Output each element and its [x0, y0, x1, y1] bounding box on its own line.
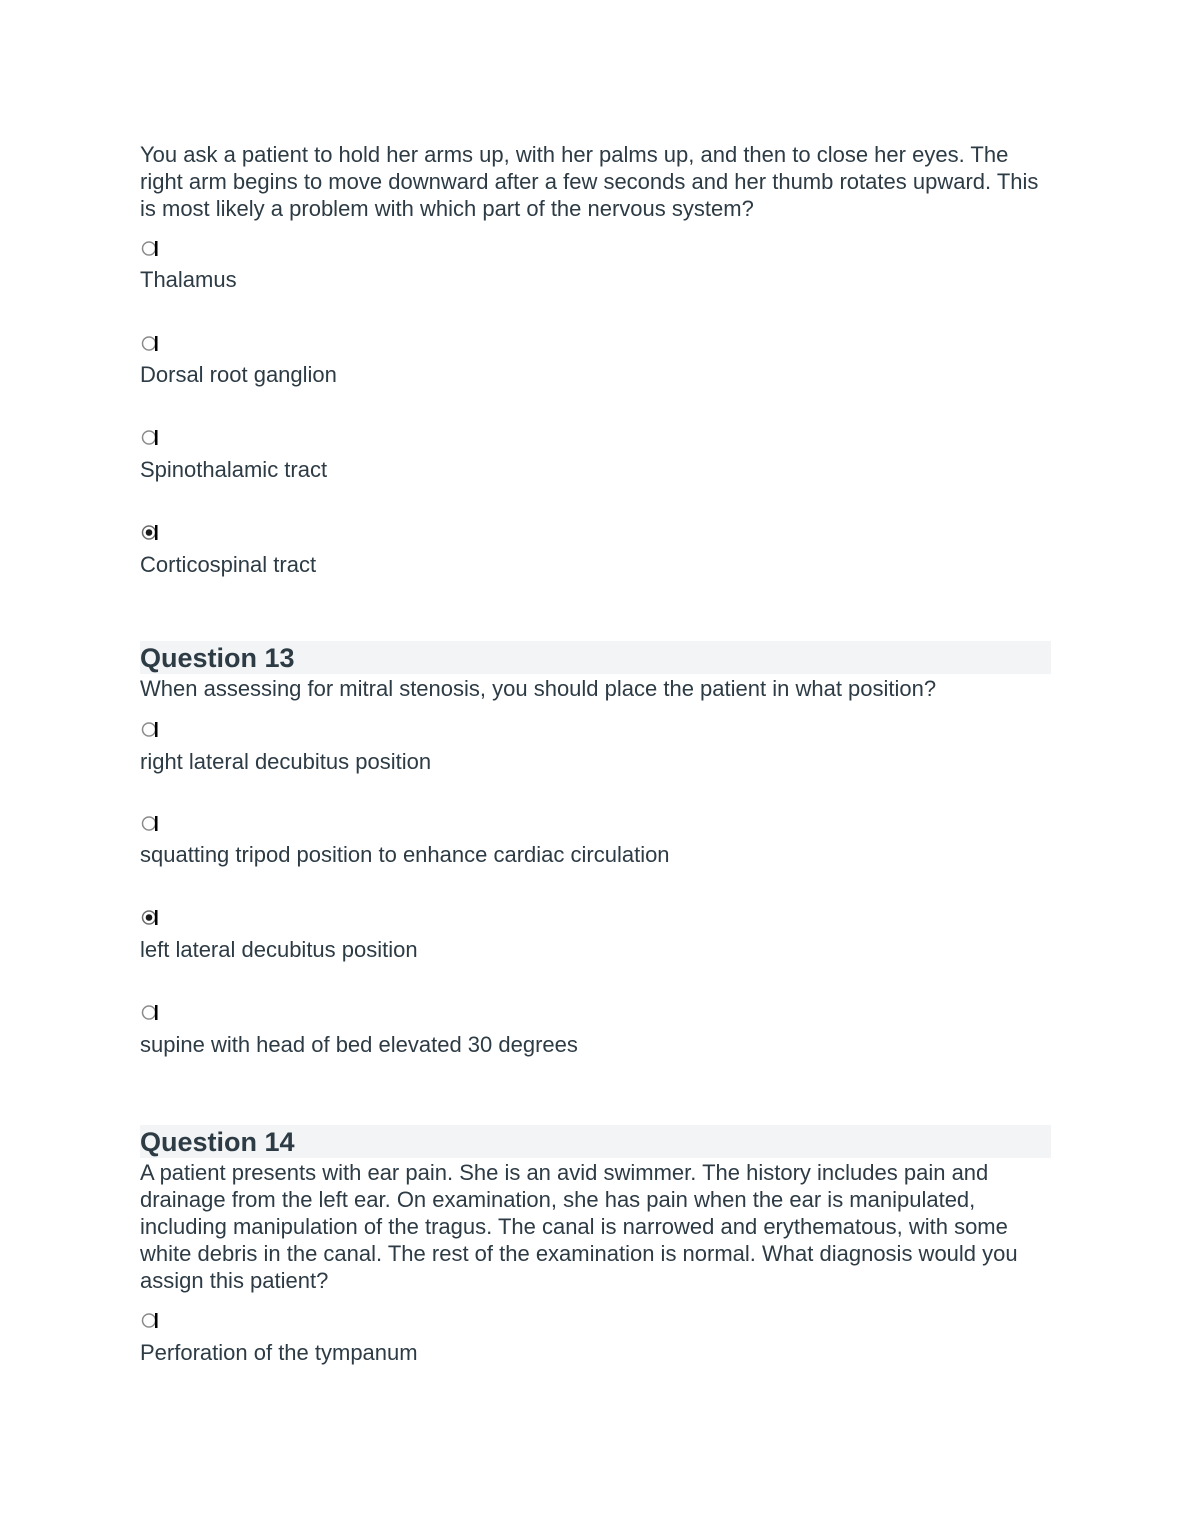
- question-13-prompt: When assessing for mitral stenosis, you should place the patient in what position?: [140, 676, 937, 701]
- q13-option-2-radio[interactable]: [141, 815, 158, 832]
- q12-option-4-radio-selected[interactable]: [141, 524, 158, 541]
- q14-option-1-radio[interactable]: [141, 1312, 158, 1329]
- q12-option-1-label: Thalamus: [140, 267, 237, 292]
- q12-option-1-radio[interactable]: [141, 240, 158, 257]
- q13-option-4-radio[interactable]: [141, 1004, 158, 1021]
- q12-option-2-radio[interactable]: [141, 335, 158, 352]
- q13-option-1-label: right lateral decubitus position: [140, 749, 432, 774]
- q13-option-3-label: left lateral decubitus position: [140, 937, 418, 962]
- q14-option-1-label: Perforation of the tympanum: [140, 1340, 418, 1365]
- question-13-header: [140, 641, 1051, 674]
- question-13-title: Question 13: [140, 643, 295, 673]
- q12-option-4-label: Corticospinal tract: [140, 552, 317, 577]
- q13-option-4-label: supine with head of bed elevated 30 degrees: [140, 1032, 578, 1057]
- q12-option-2-label: Dorsal root ganglion: [140, 362, 337, 387]
- question-14-prompt: A patient presents with ear pain. She is an avid swimmer. The history includes pain and drainage from the left ear. On examination, she has pain when the ear is manipulated, including manipulation of the tragus. The canal is narrowed and erythematous, with some white debris in the canal. The rest of the examination is normal. What diagnosis would you assign this patient?: [140, 1160, 1018, 1293]
- question-12-prompt: You ask a patient to hold her arms up, with her palms up, and then to close her eyes. The right arm begins to move downward after a few seconds and her thumb rotates upward. This is most likely a problem with which part of the nervous system?: [140, 142, 1039, 221]
- q13-option-2-label: squatting tripod position to enhance cardiac circulation: [140, 842, 670, 867]
- q13-option-1-radio[interactable]: [141, 721, 158, 738]
- q12-option-3-label: Spinothalamic tract: [140, 457, 328, 482]
- question-14-title: Question 14: [140, 1127, 295, 1157]
- q13-option-3-radio-selected[interactable]: [141, 909, 158, 926]
- q12-option-3-radio[interactable]: [141, 429, 158, 446]
- question-14-header: [140, 1125, 1051, 1158]
